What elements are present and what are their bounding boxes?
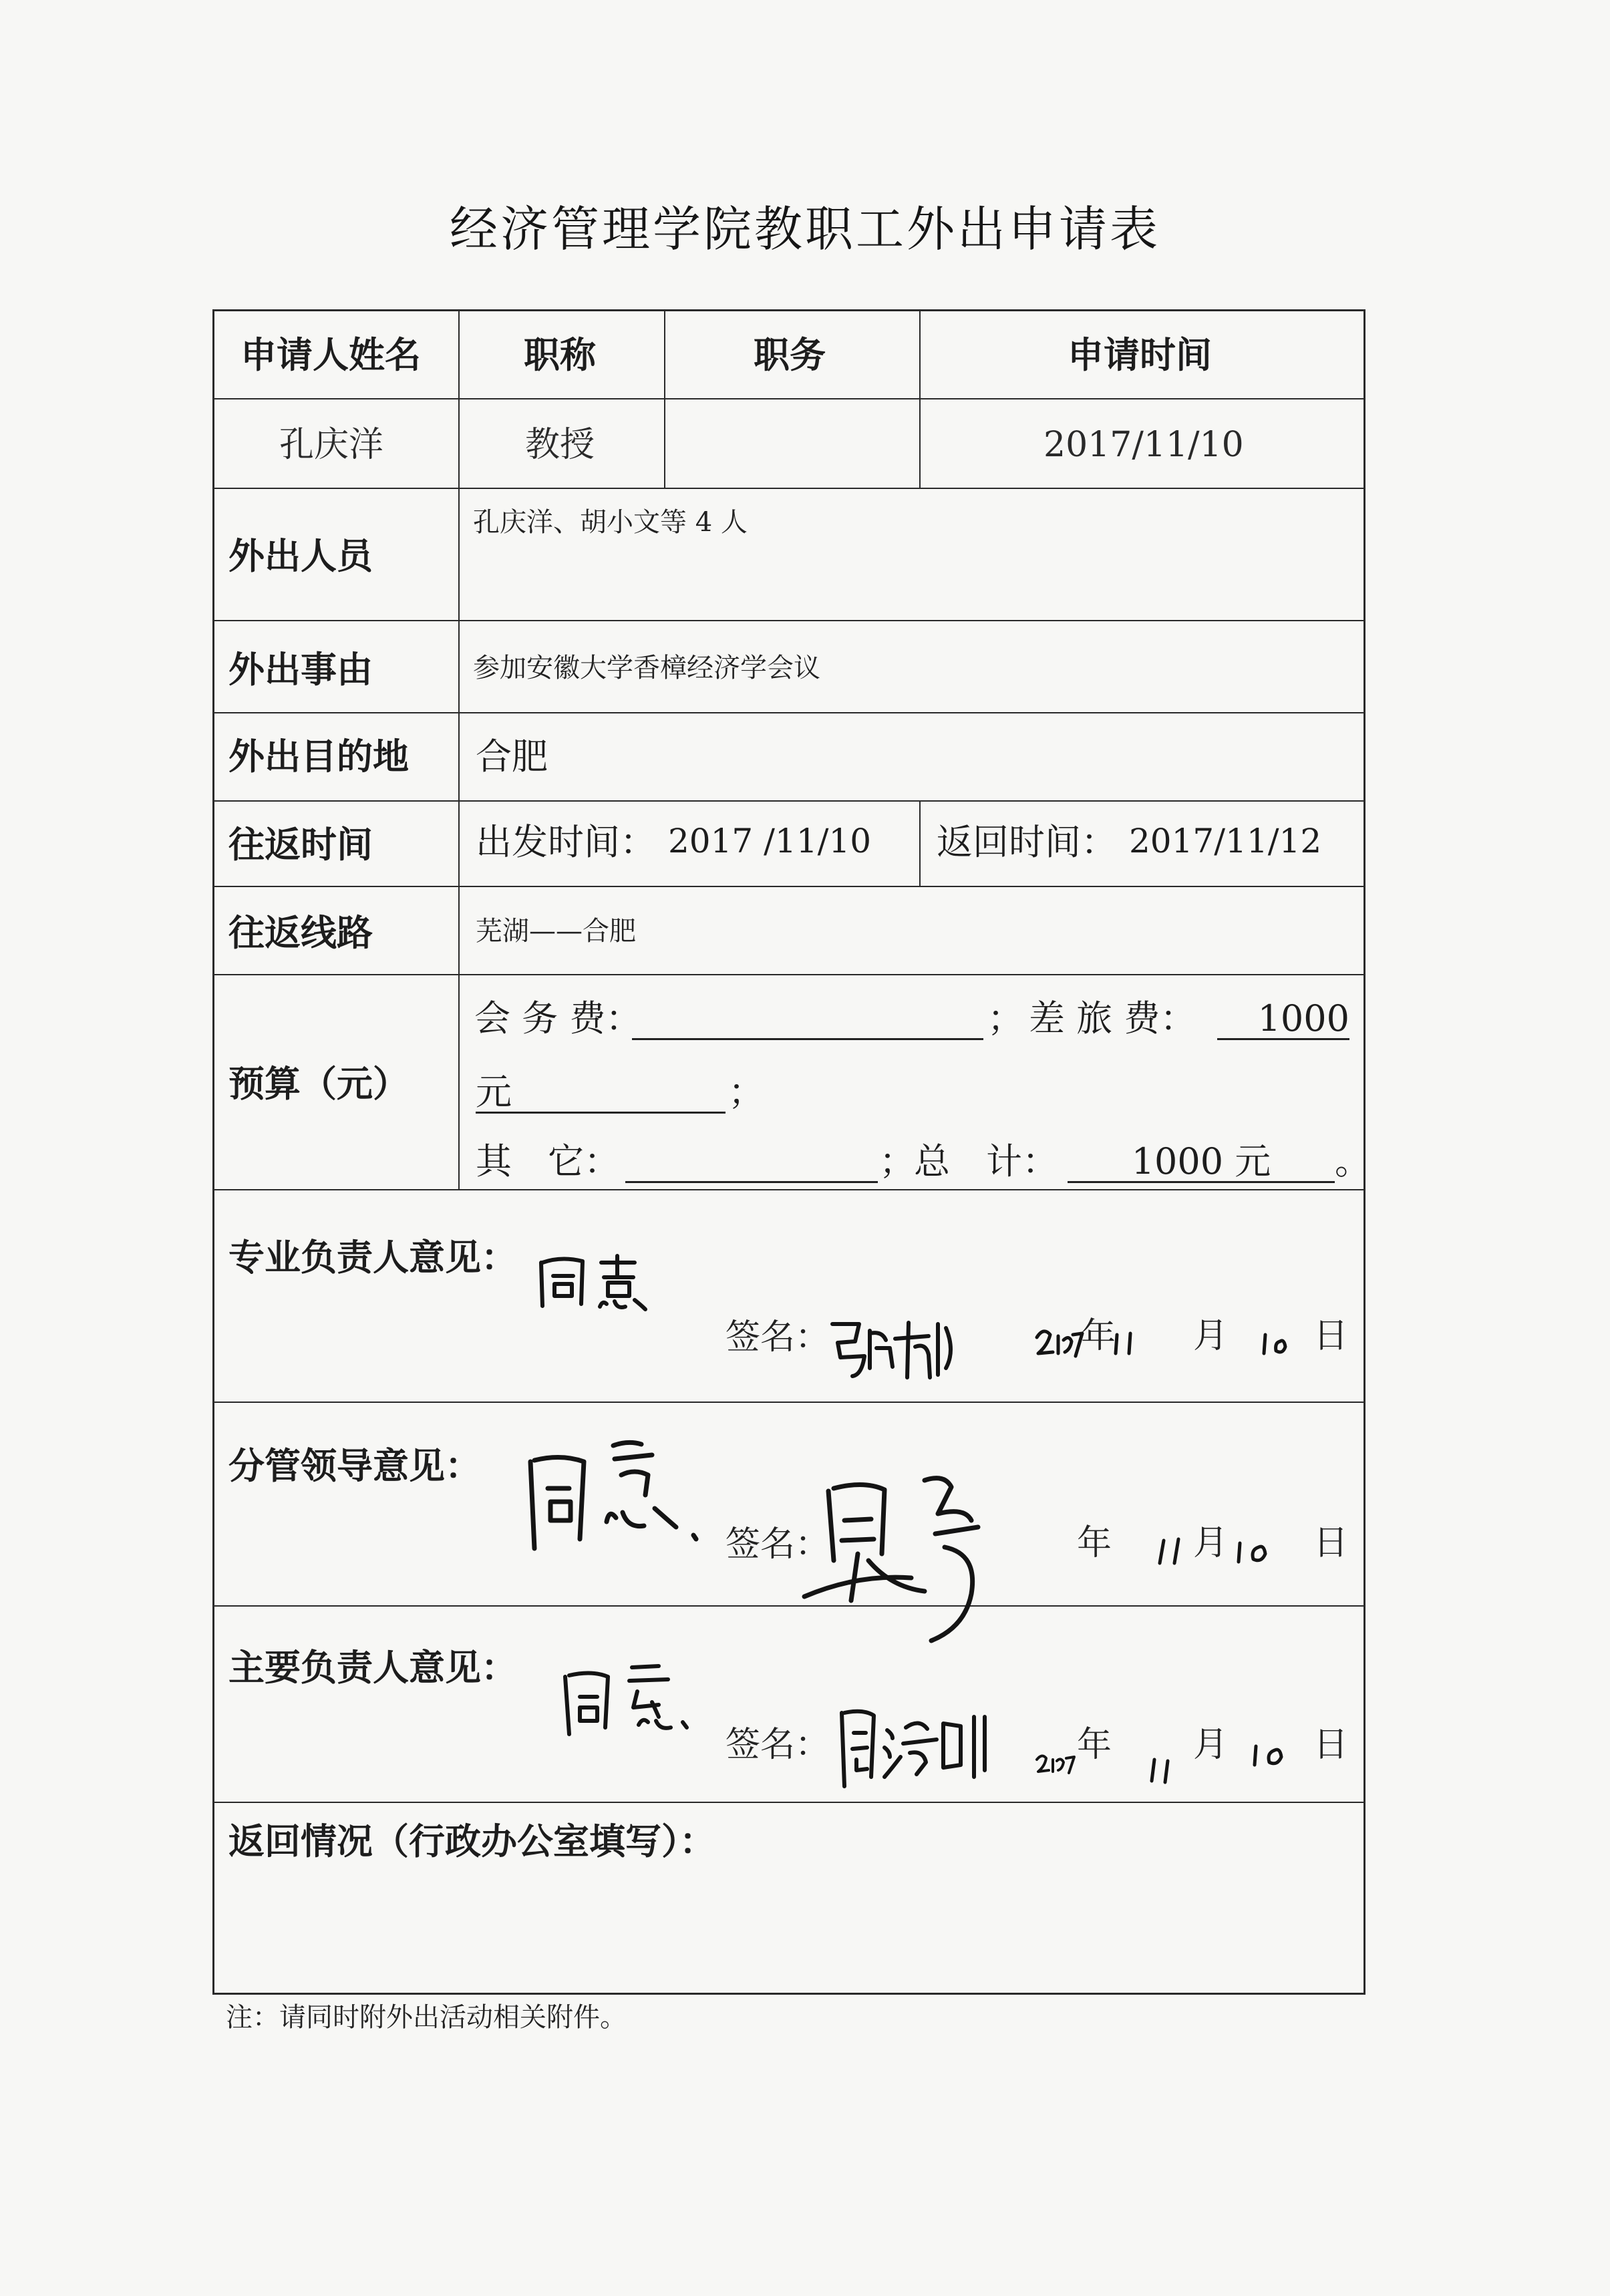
date-day-handwriting [1260,1329,1300,1356]
row-rule [212,800,1365,802]
row-rule [212,620,1365,621]
other-value [625,1144,878,1183]
chief-month-unit: 月 [1193,1725,1229,1765]
label-column-rule [458,309,460,1190]
row-rule [212,886,1365,887]
budget-end: 。 [1335,1140,1371,1182]
destination-value: 合肥 [476,735,548,778]
chief-day-unit: 日 [1313,1725,1349,1765]
table-border-bottom [212,1993,1365,1995]
chief-opinion-label: 主要负责人意见： [228,1647,517,1689]
date-month-handwriting [1154,1534,1194,1567]
major-head-sign-label: 签名： [726,1317,830,1357]
chief-sign-label: 签名： [726,1725,830,1765]
supervisor-month-unit: 月 [1193,1523,1229,1563]
return-time-value: 2017/11/12 [1129,822,1322,860]
date-day-handwriting [1251,1738,1297,1768]
total-label: 总 计： [914,1140,1058,1182]
supervisor-opinion-label: 分管领导意见： [228,1445,481,1487]
signature-handwriting [836,1703,1010,1790]
route-value: 芜湖——合肥 [476,916,636,947]
major-head-month-unit: 月 [1193,1316,1229,1356]
applicant-apply-time: 2017/11/10 [1043,425,1244,465]
route-label: 往返线路 [228,912,373,954]
reason-value: 参加安徽大学香樟经济学会议 [473,653,820,683]
travel-fee-unit: 元 [476,1074,726,1114]
header-job-title: 职称 [524,334,596,376]
major-head-day-unit: 日 [1313,1316,1349,1356]
date-year-handwriting [1034,1323,1088,1363]
date-day-handwriting [1235,1535,1281,1565]
major-head-year-unit: 年 [1081,1316,1116,1356]
depart-time-label: 出发时间： [476,821,656,863]
return-time-label: 返回时间： [937,821,1117,863]
date-month-handwriting [1146,1754,1180,1784]
opinion-handwriting [521,1435,708,1555]
supervisor-year-unit: 年 [1077,1523,1112,1563]
column-rule [664,309,665,489]
date-month-handwriting [1110,1329,1144,1356]
date-year-handwriting [1034,1750,1081,1777]
budget-label: 预算（元） [228,1063,409,1105]
meeting-fee-value [632,1001,983,1040]
round-trip-label: 往返时间 [228,824,373,866]
row-rule [212,488,1365,489]
row-rule [212,1402,1365,1403]
form-title: 经济管理学院教职工外出申请表 [449,201,1160,257]
row-rule [212,712,1365,713]
header-applicant-name: 申请人姓名 [240,334,421,376]
column-rule [919,800,921,887]
applicant-name: 孔庆洋 [279,425,384,465]
reason-label: 外出事由 [228,649,373,691]
supervisor-day-unit: 日 [1313,1523,1349,1563]
applicant-job-title: 教授 [525,425,595,465]
opinion-handwriting [558,1661,705,1741]
row-rule [212,974,1365,975]
header-apply-time: 申请时间 [1068,334,1212,376]
row-rule [212,1189,1365,1190]
destination-label: 外出目的地 [228,735,409,778]
other-separator: ； [879,1140,915,1182]
table-border-top [212,309,1365,311]
personnel-value: 孔庆洋、胡小文等 4 人 [473,507,748,538]
opinion-handwriting [534,1243,655,1316]
table-border-left [212,309,214,1995]
meeting-fee-separator: ； [987,997,1023,1039]
supervisor-sign-label: 签名： [726,1524,830,1565]
travel-fee-value: 1000 [1217,1001,1349,1040]
header-position: 职务 [754,334,826,376]
row-rule [212,1802,1365,1803]
return-status-label: 返回情况（行政办公室填写）： [228,1820,715,1862]
signature-handwriting [828,1311,962,1384]
signature-handwriting [778,1460,1005,1647]
travel-fee-label: 差 旅 费： [1029,997,1196,1039]
row-rule [212,398,1365,399]
column-rule [919,309,921,489]
meeting-fee-label: 会 务 费： [474,997,642,1039]
total-value: 1000 元 [1068,1144,1335,1183]
personnel-label: 外出人员 [228,535,373,577]
major-head-opinion-label: 专业负责人意见： [228,1237,517,1279]
chief-year-unit: 年 [1077,1725,1112,1765]
travel-fee-end-separator: ； [728,1071,764,1113]
other-label: 其 它： [476,1140,620,1182]
depart-time-value: 2017 /11/10 [668,822,872,860]
footnote: 注：请同时附外出活动相关附件。 [226,2002,627,2033]
